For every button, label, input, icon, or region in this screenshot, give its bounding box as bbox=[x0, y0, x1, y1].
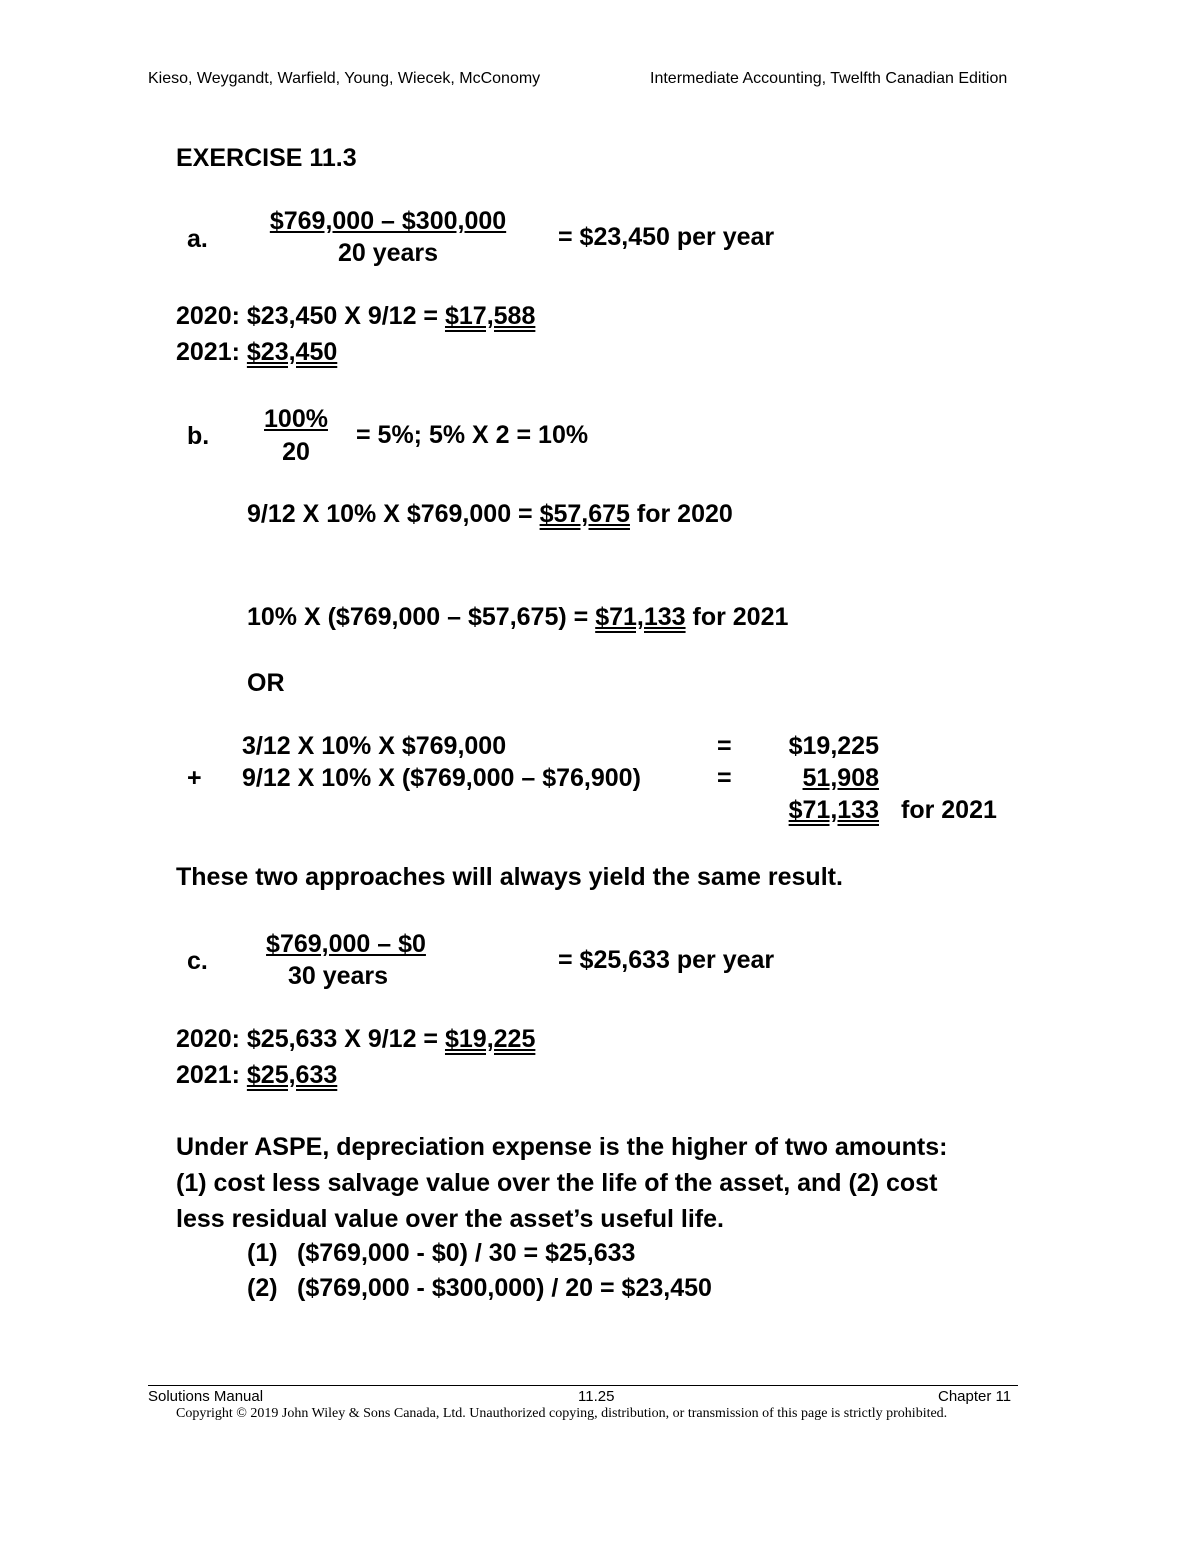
header-authors: Kieso, Weygandt, Warfield, Young, Wiecek, McConomy bbox=[148, 70, 541, 87]
aspe-item-2-number: (2) bbox=[247, 1274, 278, 1302]
part-a-2021-line: 2021: $23,450 bbox=[176, 338, 338, 366]
aspe-line-1: Under ASPE, depreciation expense is the higher of two amounts: bbox=[176, 1133, 948, 1161]
aspe-line-2: (1) cost less salvage value over the life of the asset, and (2) cost bbox=[176, 1169, 938, 1197]
footer-copyright: Copyright © 2019 John Wiley & Sons Canada, Ltd. Unauthorized copying, distribution, or transmission of this page is strictly prohibited. bbox=[176, 1406, 948, 1421]
part-a-label: a. bbox=[187, 225, 208, 253]
aspe-line-3: less residual value over the asset’s useful life. bbox=[176, 1205, 724, 1233]
part-a-2020-line: 2020: $23,450 X 9/12 = $17,588 bbox=[176, 302, 536, 330]
alt-row-1-equals: = bbox=[717, 732, 732, 760]
part-a-result: = $23,450 per year bbox=[558, 223, 775, 251]
alt-total-value: $71,133 bbox=[788, 796, 879, 824]
part-b-2021-value: $71,133 bbox=[595, 603, 686, 631]
alt-row-2-expression: 9/12 X 10% X ($769,000 – $76,900) bbox=[242, 764, 641, 792]
approaches-note: These two approaches will always yield the same result. bbox=[176, 863, 843, 891]
part-a-2021-value: $23,450 bbox=[246, 338, 338, 366]
part-a-numerator: $769,000 – $300,000 bbox=[269, 207, 507, 235]
part-c-denominator: 30 years bbox=[287, 962, 389, 990]
aspe-item-2-text: ($769,000 - $300,000) / 20 = $23,450 bbox=[297, 1274, 712, 1302]
part-b-2020-value: $57,675 bbox=[539, 500, 630, 528]
footer-divider bbox=[148, 1385, 1018, 1386]
alt-row-2-equals: = bbox=[717, 764, 732, 792]
exercise-title: EXERCISE 11.3 bbox=[176, 144, 357, 172]
alt-row-2-plus-sign: + bbox=[187, 764, 202, 792]
alt-row-2-value: 51,908 bbox=[802, 764, 879, 792]
part-c-2021-value: $25,633 bbox=[246, 1061, 338, 1089]
footer-page-number: 11.25 bbox=[578, 1388, 615, 1405]
part-c-2020-value: $19,225 bbox=[444, 1025, 536, 1053]
part-c-2021-line: 2021: $25,633 bbox=[176, 1061, 338, 1089]
part-b-label: b. bbox=[187, 422, 210, 450]
part-b-numerator: 100% bbox=[264, 405, 328, 433]
alt-row-1-value: $19,225 bbox=[788, 732, 879, 760]
part-b-denominator: 20 bbox=[282, 438, 310, 466]
part-b-calc-2020: 9/12 X 10% X $769,000 = $57,675 for 2020 bbox=[247, 500, 733, 528]
or-label: OR bbox=[247, 669, 285, 697]
part-c-label: c. bbox=[187, 947, 208, 975]
part-a-denominator: 20 years bbox=[337, 239, 439, 267]
part-b-result: = 5%; 5% X 2 = 10% bbox=[356, 421, 589, 449]
part-c-numerator: $769,000 – $0 bbox=[266, 930, 426, 958]
part-c-result: = $25,633 per year bbox=[558, 946, 775, 974]
footer-chapter: Chapter 11 bbox=[938, 1388, 1012, 1405]
part-b-calc-2021: 10% X ($769,000 – $57,675) = $71,133 for 2021 bbox=[247, 603, 789, 631]
footer-left: Solutions Manual bbox=[148, 1388, 264, 1405]
part-a-2020-value: $17,588 bbox=[444, 302, 536, 330]
alt-row-1-expression: 3/12 X 10% X $769,000 bbox=[242, 732, 507, 760]
aspe-item-1-text: ($769,000 - $0) / 30 = $25,633 bbox=[297, 1239, 636, 1267]
alt-total-suffix: for 2021 bbox=[901, 796, 997, 824]
aspe-item-1-number: (1) bbox=[247, 1239, 278, 1267]
header-book-title: Intermediate Accounting, Twelfth Canadian Edition bbox=[650, 70, 1008, 87]
part-c-2020-line: 2020: $25,633 X 9/12 = $19,225 bbox=[176, 1025, 536, 1053]
